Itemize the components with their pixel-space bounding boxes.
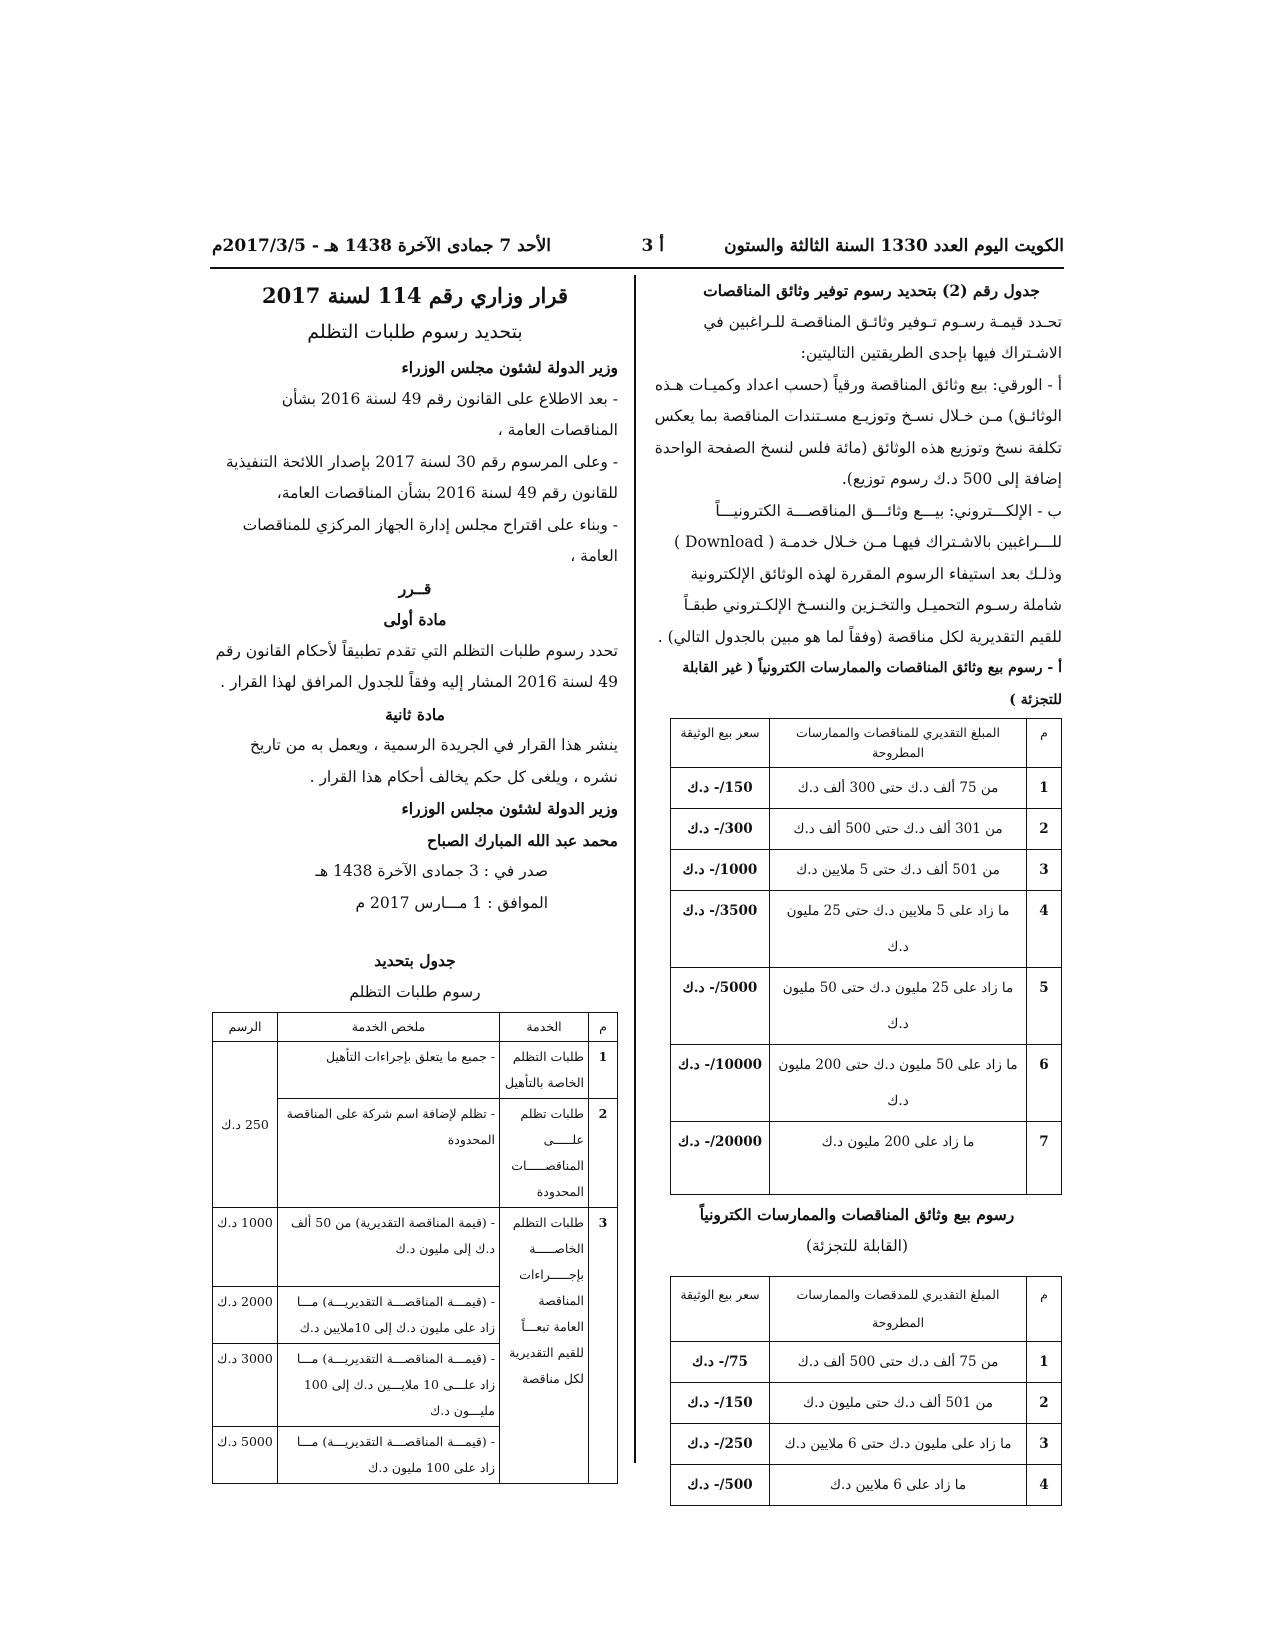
col-header-summary: ملخص الخدمة xyxy=(278,1013,500,1042)
corresponding-date: الموافق : 1 مـــارس 2017 م xyxy=(355,893,548,912)
col-header-number: م xyxy=(589,1013,618,1042)
table-row xyxy=(671,1045,1062,1122)
table-header-row xyxy=(671,1277,1062,1342)
fees-table-title-1: جدول بتحديد xyxy=(374,951,456,970)
row-summary: - (قيمـــة المناقصـــة التقديريـــة) مـــا زاد علـــى 10 ملايـــين د.ك إلى 100 مليـــون د.ك xyxy=(278,1344,500,1427)
row-price: 500/- د.ك xyxy=(671,1465,770,1506)
signature-name: محمد عبد الله المبارك الصباح xyxy=(426,830,618,850)
row-range: من 75 ألف د.ك حتى 500 ألف د.ك xyxy=(770,1342,1027,1383)
table-row xyxy=(671,1122,1062,1195)
table-row xyxy=(671,968,1062,1045)
row-summary: - (قيمة المناقصة التقديرية) من 50 ألف د.ك إلى مليون د.ك xyxy=(278,1208,500,1287)
decision-subtitle: بتحديد رسوم طلبات التظلم xyxy=(307,321,523,343)
column-divider xyxy=(634,275,636,1463)
col-header-price: سعر بيع الوثيقة xyxy=(671,1277,770,1342)
col-header-service: الخدمة xyxy=(500,1013,589,1042)
col-header-price: سعر بيع الوثيقة xyxy=(671,719,770,768)
row-summary: - (قيمـــة المناقصـــة التقديريـــة) مـــا زاد على 100 مليون د.ك xyxy=(278,1427,500,1484)
decision-title: قرار وزاري رقم 114 لسنة 2017 xyxy=(261,283,569,308)
col-header-fee: الرسم xyxy=(213,1013,278,1042)
col-header-number: م xyxy=(1027,719,1062,768)
row-fee: 5000 د.ك xyxy=(213,1427,278,1484)
row-price: 5000/- د.ك xyxy=(671,968,770,1045)
non-divisible-caption: أ - رسوم بيع وثائق المناقصات والممارسات الكترونياً ( غير القابلة للتجزئة ) xyxy=(682,660,1062,708)
row-number: 1 xyxy=(589,1042,618,1099)
minister-line: وزير الدولة لشئون مجلس الوزراء xyxy=(401,358,618,377)
row-range: ما زاد على 200 مليون د.ك xyxy=(770,1122,1027,1195)
col-header-range: المبلغ التقديري للمدقصات والممارسات المطروحة xyxy=(770,1277,1027,1342)
row-number: 3 xyxy=(1027,850,1062,891)
row-number: 3 xyxy=(1027,1424,1062,1465)
article-1-text: تحدد رسوم طلبات التظلم التي تقدم تطبيقاً لأحكام القانون رقم 49 لسنة 2016 المشار إليه وفقاً للجدول المرافق لهذا القرار . xyxy=(215,641,618,691)
row-price: 150/- د.ك xyxy=(671,768,770,809)
page-number: أ 3 xyxy=(641,236,664,256)
recital-1: - بعد الاطلاع على القانون رقم 49 لسنة 2016 بشأن المناقصات العامة ، xyxy=(281,389,618,439)
col-header-range: المبلغ التقديري للمناقصات والممارسات المطروحة xyxy=(770,719,1027,768)
row-number: 4 xyxy=(1027,1465,1062,1506)
table-header-row xyxy=(671,719,1062,768)
table-2-heading: جدول رقم (2) بتحديد رسوم توفير وثائق المناقصات xyxy=(703,281,1040,300)
row-range: ما زاد على 50 مليون د.ك حتى 200 مليون د.ك xyxy=(770,1045,1027,1122)
row-number: 7 xyxy=(1027,1122,1062,1195)
row-number: 3 xyxy=(589,1208,618,1484)
row-price: 75/- د.ك xyxy=(671,1342,770,1383)
table-row xyxy=(671,850,1062,891)
divisible-caption-2: (القابلة للتجزئة) xyxy=(805,1236,909,1255)
fees-table-title-2: رسوم طلبات التظلم xyxy=(349,982,481,1001)
row-price: 150/- د.ك xyxy=(671,1383,770,1424)
row-number: 2 xyxy=(1027,1383,1062,1424)
issued-date: صدر في : 3 جمادى الآخرة 1438 هـ xyxy=(315,862,548,880)
row-price: 3500/- د.ك xyxy=(671,891,770,968)
row-number: 6 xyxy=(1027,1045,1062,1122)
row-fee: 3000 د.ك xyxy=(213,1344,278,1427)
row-summary: - جميع ما يتعلق بإجراءات التأهيل xyxy=(278,1042,500,1099)
tender-fees-column xyxy=(652,275,1062,1506)
table-row xyxy=(671,1465,1062,1506)
decided-label: قــرر xyxy=(398,578,432,598)
divisible-fees-table xyxy=(670,1276,1062,1506)
row-number: 2 xyxy=(589,1099,618,1208)
row-price: 250/- د.ك xyxy=(671,1424,770,1465)
row-price: 20000/- د.ك xyxy=(671,1122,770,1195)
row-range: من 75 ألف د.ك حتى 300 ألف د.ك xyxy=(770,768,1027,809)
row-service: طلبات التظلم الخاصـــــة بإجـــــراءات المناقصة العامة تبعـــاً للقيم التقديرية لكل مناقصة xyxy=(500,1208,589,1484)
row-range: ما زاد على 25 مليون د.ك حتى 50 مليون د.ك xyxy=(770,968,1027,1045)
table-row xyxy=(671,809,1062,850)
table-row xyxy=(213,1208,618,1287)
article-1-title: مادة أولى xyxy=(383,610,447,629)
table-row xyxy=(671,1342,1062,1383)
signature-title: وزير الدولة لشئون مجلس الوزراء xyxy=(401,799,618,818)
intro-paragraph: تحـدد قيمـة رسـوم تـوفير وثائـق المناقصـة للـراغبين في الاشـتراك فيها بإحدى الطريقتين التاليتين: xyxy=(703,312,1062,362)
table-row xyxy=(671,768,1062,809)
table-row xyxy=(671,891,1062,968)
row-fee: 2000 د.ك xyxy=(213,1287,278,1344)
row-range: ما زاد على 6 ملايين د.ك xyxy=(770,1465,1027,1506)
row-summary: - تظلم لإضافة اسم شركة على المناقصة المحدودة xyxy=(278,1099,500,1208)
grievance-fees-table xyxy=(212,1012,618,1484)
row-range: ما زاد على مليون د.ك حتى 6 ملايين د.ك xyxy=(770,1424,1027,1465)
paper-method: أ - الورقي: بيع وثائق المناقصة ورقياً (حسب اعداد وكميـات هـذه الوثائـق) مـن خـلال نسـخ وتوزيـع مسـتندات المناقصة بما يعكس تكلفة نسخ وتوزيع هذه الوثائق (مائة فلس لنسخ الصفحة الواحدة إضافة إلى 500 د.ك رسوم توزيع). xyxy=(654,375,1062,488)
row-price: 10000/- د.ك xyxy=(671,1045,770,1122)
row-number: 1 xyxy=(1027,1342,1062,1383)
non-divisible-fees-table xyxy=(670,718,1062,1195)
divisible-caption-1: رسوم بيع وثائق المناقصات والممارسات الكترونياً xyxy=(699,1205,1015,1224)
table-row xyxy=(671,1424,1062,1465)
col-header-number: م xyxy=(1027,1277,1062,1342)
recital-3: - وبناء على اقتراح مجلس إدارة الجهاز المركزي للمناقصات العامة ، xyxy=(242,515,618,565)
row-range: من 501 ألف د.ك حتى 5 ملايين د.ك xyxy=(770,850,1027,891)
row-service: طلبات التظلم الخاصة بالتأهيل xyxy=(500,1042,589,1099)
recital-2: - وعلى المرسوم رقم 30 لسنة 2017 بإصدار اللائحة التنفيذية للقانون رقم 49 لسنة 2016 بشأن المناقصات العامة، xyxy=(225,452,618,502)
gazette-issue: الكويت اليوم العدد 1330 السنة الثالثة والستون xyxy=(724,236,1064,256)
header-rule xyxy=(210,267,1064,269)
row-range: ما زاد على 5 ملايين د.ك حتى 25 مليون د.ك xyxy=(770,891,1027,968)
row-range: من 301 ألف د.ك حتى 500 ألف د.ك xyxy=(770,809,1027,850)
article-2-text: ينشر هذا القرار في الجريدة الرسمية ، ويعمل به من تاريخ نشره ، ويلغى كل حكم يخالف أحكام هذا القرار . xyxy=(249,736,618,786)
table-header-row xyxy=(213,1013,618,1042)
row-price: 1000/- د.ك xyxy=(671,850,770,891)
row-number: 5 xyxy=(1027,968,1062,1045)
row-fee: 1000 د.ك xyxy=(213,1208,278,1287)
electronic-method: ب - الإلكـــتروني: بيـــع وثائـــق المناقصـــة الكترونيـــاً للـــراغبين بالاشـتراك فيهـا مـن خـلال خدمـة ( Download ) وذلـك بعد استيفاء الرسوم المقررة لهذه الوثائق الإلكترونية شاملة رسـوم التحميـل والتخـزين والنسـخ الإلكـتروني طبقـاً للقيم التقديرية لكل مناقصة (وفقاً لما هو مبين بالجدول التالي) . xyxy=(657,501,1062,646)
row-fee: 250 د.ك xyxy=(213,1042,278,1208)
row-range: من 501 ألف د.ك حتى مليون د.ك xyxy=(770,1383,1027,1424)
row-summary: - (قيمـــة المناقصـــة التقديريـــة) مـــا زاد على مليون د.ك إلى 10ملايين د.ك xyxy=(278,1287,500,1344)
gazette-header xyxy=(212,232,1064,266)
row-number: 4 xyxy=(1027,891,1062,968)
row-number: 2 xyxy=(1027,809,1062,850)
row-service: طلبات تظلم علـــــى المناقصـــــات المحدودة xyxy=(500,1099,589,1208)
decision-column xyxy=(212,278,618,1484)
issue-date: الأحد 7 جمادى الآخرة 1438 هـ - 2017/3/5م xyxy=(212,236,552,256)
table-row xyxy=(213,1042,618,1099)
article-2-title: مادة ثانية xyxy=(385,704,445,724)
row-number: 1 xyxy=(1027,768,1062,809)
row-price: 300/- د.ك xyxy=(671,809,770,850)
table-row xyxy=(671,1383,1062,1424)
